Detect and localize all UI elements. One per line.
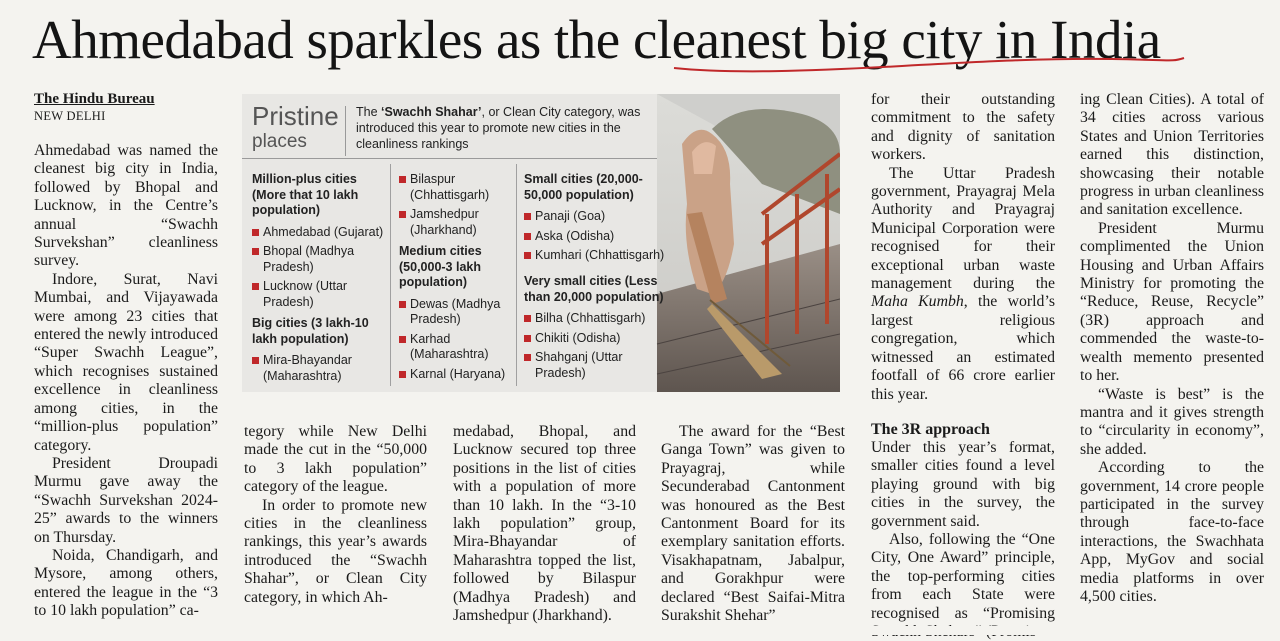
city-item	[399, 332, 514, 363]
bullet-square-icon	[399, 336, 406, 343]
city-name: Aska (Odisha)	[535, 228, 615, 243]
paragraph: Under this year’s format, smaller cities found a level playing ground with big cities in the survey, the government said.	[871, 438, 1055, 530]
city-name: Chikiti (Odisha)	[535, 330, 621, 345]
paragraph: Indore, Surat, Navi Mumbai, and Vijayawada were among 23 cities that entered the newly introduced “Super Swachh League”, which recognises sustained excellence in cleanliness among cities, in the “million-plus population” category.	[34, 270, 218, 454]
paragraph: ing Clean Cities). A total of 34 cities across various States and Union Territories earned this distinction, showcasing their notable progress in urban cleanliness and sanitation excellence.	[1080, 91, 1264, 219]
subhead: The 3R approach	[871, 420, 990, 438]
category-title: Very small cities (Less than 20,000 population)	[524, 274, 664, 304]
pristine-places-infographic	[242, 94, 840, 392]
city-item	[252, 225, 387, 241]
infographic-subtitle: places	[252, 131, 307, 152]
city-name: Jamshedpur (Jharkhand)	[410, 207, 479, 237]
column-3	[453, 423, 636, 625]
byline: The Hindu Bureau	[34, 91, 155, 107]
infographic-description	[356, 104, 656, 152]
infographic-title: Pristine	[252, 101, 339, 131]
city-name: Dewas (Madhya Pradesh)	[410, 296, 501, 326]
divider	[516, 164, 517, 386]
paragraph: medabad, Bhopal, and Lucknow secured top three positions in the list of cities with a population of more than 10 lakh. In the “3-10 lakh population” group, Mira-Bhayandar of Maharashtra topped the list, followed by Bilaspur (Madhya Pradesh) and Jamshedpur (Jharkhand).	[453, 423, 636, 625]
paragraph: In order to promote new cities in the cleanliness rankings, this year’s awards introduced the “Swachh Shahar”, or Clean City category, in which Ah-	[244, 496, 427, 606]
city-name: Karnal (Haryana)	[410, 366, 506, 381]
category-very-small	[524, 274, 669, 385]
page-bottom-edge	[0, 626, 1280, 635]
headline-part1: Ahmedabad sparkles as the	[32, 9, 620, 70]
paragraph: “Waste is best” is the mantra and it gives strength to “circularity in economy”, she added.	[1080, 385, 1264, 458]
headline-part2: cleanest big city in India	[632, 9, 1161, 70]
city-name: Bilaspur (Chhattisgarh)	[410, 172, 490, 202]
text: The Uttar Pradesh government, Prayagraj Mela Authority and Prayagraj Municipal Corporation were recognised for their exceptional urban waste management during the	[871, 164, 1055, 293]
bullet-square-icon	[399, 301, 406, 308]
city-item	[399, 297, 514, 328]
category-title: Million-plus cities (More that 10 lakh population)	[252, 172, 359, 217]
column-5	[871, 91, 1055, 641]
paragraph: Also, following the “One City, One Award” principle, the top-performing cities from each State were recognised as “Promising	[871, 530, 1055, 622]
bullet-square-icon	[252, 357, 259, 364]
city-item	[524, 229, 669, 245]
city-name: Karhad (Maharashtra)	[410, 331, 489, 361]
divider	[345, 106, 346, 156]
divider	[390, 164, 391, 386]
city-item	[399, 172, 514, 203]
category-big	[252, 316, 387, 388]
paragraph: Noida, Chandigarh, and Mysore, among others, entered the league in the “3 to 10 lakh population” ca-	[34, 546, 218, 620]
city-item	[252, 244, 387, 275]
emphasis: Maha Kumbh	[871, 293, 964, 311]
city-name: Panaji (Goa)	[535, 209, 606, 223]
city-item	[524, 331, 669, 347]
city-item	[524, 350, 669, 381]
category-big-continued	[399, 172, 514, 242]
city-name: Bilha (Chhattisgarh)	[535, 311, 646, 325]
city-name: Bhopal (Madhya Pradesh)	[263, 244, 355, 274]
paragraph: President Droupadi Murmu gave away the “Swachh Survekshan 2024-25” awards to the winners on Thursday.	[34, 454, 218, 546]
city-item	[524, 248, 669, 264]
desc-text: , or Clean City category, was introduced this year to promote new cities in the cleanliness rankings	[356, 105, 641, 151]
bullet-square-icon	[524, 213, 531, 220]
red-pen-underline	[672, 52, 1192, 76]
column-6	[1080, 91, 1264, 606]
column-1	[34, 90, 218, 621]
desc-bold: ‘Swachh Shahar’	[381, 105, 482, 119]
city-item	[252, 279, 387, 310]
city-name: Lucknow (Uttar Pradesh)	[263, 279, 348, 309]
category-title: Big cities (3 lakh-10 lakh population)	[252, 316, 369, 346]
paragraph: President Murmu complimented the Union Housing and Urban Affairs Ministry for promoting the “Reduce, Reuse, Recycle” (3R) approach and commended the waste-to-wealth memento presented to her.	[1080, 219, 1264, 385]
city-item	[399, 367, 514, 383]
column-2	[244, 423, 427, 607]
paragraph: for their outstanding commitment to the safety and dignity of sanitation workers.	[871, 91, 1055, 164]
bullet-square-icon	[524, 354, 531, 361]
bullet-square-icon	[524, 315, 531, 322]
divider	[242, 158, 657, 159]
city-item	[524, 311, 669, 327]
city-item	[399, 207, 514, 238]
bullet-square-icon	[399, 371, 406, 378]
column-4	[661, 423, 845, 625]
bullet-square-icon	[399, 211, 406, 218]
dateline: NEW DELHI	[34, 109, 106, 123]
desc-text: The	[356, 105, 382, 119]
city-name: Kumhari (Chhattisgarh)	[535, 248, 665, 262]
bullet-square-icon	[524, 233, 531, 240]
city-item	[524, 209, 669, 225]
paragraph: The award for the “Best Ganga Town” was given to Prayagraj, while Secunderabad Cantonment was honoured as the Best Cantonment Board for its exemplary sanitation efforts. Visakhapatnam, Jabalpur, and Gorakhpur were declared “Best Saifai-Mitra Surakshit Shehar”	[661, 423, 845, 625]
city-name: Shahganj (Uttar Pradesh)	[535, 350, 623, 380]
category-small	[524, 172, 669, 268]
bullet-square-icon	[252, 229, 259, 236]
category-million-plus	[252, 172, 387, 314]
category-title: Medium cities (50,000-3 lakh population)	[399, 244, 482, 289]
bullet-square-icon	[524, 335, 531, 342]
paragraph	[871, 165, 1055, 404]
bullet-square-icon	[399, 176, 406, 183]
bullet-square-icon	[252, 283, 259, 290]
text: , the world’s largest religious congregation, which witnessed an estimated footfall of 66 crore earlier this year.	[871, 293, 1055, 403]
paragraph: tegory while New Delhi made the cut in the “50,000 to 3 lakh population” category of the league.	[244, 423, 427, 496]
bullet-square-icon	[252, 248, 259, 255]
city-name: Ahmedabad (Gujarat)	[263, 224, 384, 239]
paragraph: According to the government, 14 crore people participated in the survey through face-to-face interactions, the Swachhata App, MyGov and social media platforms in over 4,500 cities.	[1080, 459, 1264, 605]
bullet-square-icon	[524, 252, 531, 259]
category-title: Small cities (20,000-50,000 population)	[524, 172, 643, 202]
paragraph: Ahmedabad was named the cleanest big city in India, followed by Bhopal and Lucknow, in the Centre’s annual “Swachh Survekshan” cleanliness survey.	[34, 142, 218, 270]
category-medium	[399, 244, 514, 386]
city-item	[252, 353, 387, 384]
city-name: Mira-Bhayandar (Maharashtra)	[263, 353, 352, 383]
